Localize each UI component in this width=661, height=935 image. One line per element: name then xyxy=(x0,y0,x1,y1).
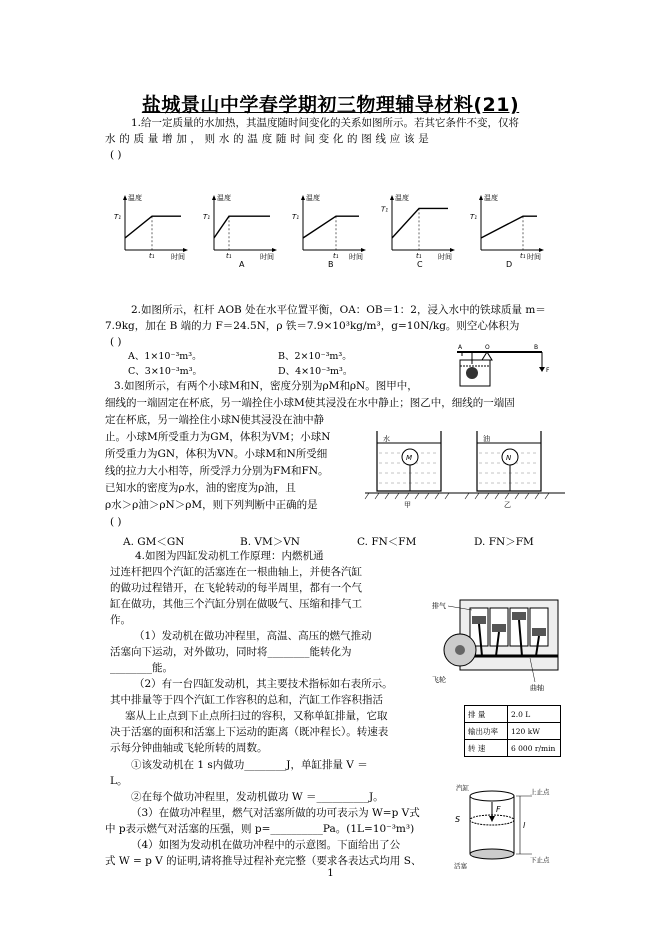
q2-option-c: C、3×10⁻³m³。 xyxy=(128,366,203,377)
q1-graph xyxy=(114,193,188,261)
spec-row xyxy=(465,723,561,740)
x-arrow xyxy=(450,248,455,252)
q1-line2: 水 的 质 量 增 加 ， 则 水 的 温 度 随 时 间 变 化 的 图 线 应 该 是 xyxy=(105,133,429,145)
q4-sub2-q1-cont: L。 xyxy=(110,775,128,787)
graph-xlabel: 时间 xyxy=(527,253,541,261)
graph-t1-label: T₁ xyxy=(381,205,389,214)
graph-xlabel: 时间 xyxy=(438,253,452,261)
q4-label-cylinder: 汽缸 xyxy=(456,784,469,792)
q4-piston-figure xyxy=(452,782,562,876)
x-arrow xyxy=(183,248,188,252)
q3-line1: 3.如图所示，有两个小球M和N，密度分别为ρM和ρN。图甲中， xyxy=(114,380,418,392)
graph-t1-label: T₁ xyxy=(203,213,211,222)
y-arrow xyxy=(123,195,127,200)
spec-value: 120 kW xyxy=(508,723,561,740)
q4-line1: 4.如图为四缸发动机工作原理：内燃机通 xyxy=(135,550,324,562)
q4-label-f: F xyxy=(496,805,501,814)
q4-label-bottom-dead-center: 下止点 xyxy=(530,856,550,864)
q4-spec-table xyxy=(464,705,561,757)
graph-xlabel: 时间 xyxy=(260,253,274,261)
graph-xt-label: t₁ xyxy=(520,252,526,260)
graph-t1-label: T₁ xyxy=(292,213,300,222)
y-arrow xyxy=(479,195,483,200)
page-number: 1 xyxy=(327,868,334,879)
q4-sub2-line3: 塞从上止点到下止点所扫过的容积，又称单缸排量，它取 xyxy=(125,710,388,722)
y-arrow xyxy=(390,195,394,200)
q3-option-d: D. FN＞FM xyxy=(474,536,534,548)
q3-label-water: 水 xyxy=(383,435,390,443)
graph-option-letter: A xyxy=(239,260,245,269)
graph-xlabel: 时间 xyxy=(349,253,363,261)
graph-option-letter: C xyxy=(417,260,423,269)
q1-graph xyxy=(292,193,366,269)
q4-sub1-line2: 活塞向下运动，对外做功，同时将________能转化为 xyxy=(110,646,352,658)
graph-xt-label: t₁ xyxy=(149,252,155,260)
graph-option-letter: B xyxy=(328,260,334,269)
q1-graph xyxy=(470,193,544,269)
q3-beakers-figure xyxy=(365,425,575,514)
q2-option-b: B、2×10⁻³m³。 xyxy=(278,351,352,362)
q3-line2: 细线的一端固定在杯底，另一端拴住小球M使其浸没在水中静止；图乙中，细线的一端固 xyxy=(105,397,515,409)
y-arrow xyxy=(212,195,216,200)
temperature-curve xyxy=(214,216,270,238)
q3-label-m: M xyxy=(406,454,413,462)
graph-xt-label: t₁ xyxy=(333,252,339,260)
q2-line2: 7.9kg，加在 B 端的力 F＝24.5N，ρ 铁＝7.9×10³kg/m³，g=10N/kg。则空心体积为 xyxy=(105,320,520,332)
q2-line1: 2.如图所示，杠杆 AOB 处在水平位置平衡，OA：OB＝1：2，浸入水中的铁球质量 m＝ xyxy=(131,304,546,316)
graph-xlabel: 时间 xyxy=(171,253,185,261)
q4-sub4-line1: （4）如图为发动机在做功冲程中的示意图。下面给出了公 xyxy=(131,839,401,851)
q4-sub1-line3: ________能。 xyxy=(110,662,173,674)
q3-line7: 已知水的密度为ρ水，油的密度为ρ油，且 xyxy=(105,482,296,494)
q3-label-n: N xyxy=(506,454,512,462)
x-arrow xyxy=(272,248,277,252)
q3-option-b: B. VM＞VN xyxy=(240,536,300,548)
q3-option-a: A. GM＜GN xyxy=(123,536,185,548)
q4-label-top-dead-center: 上止点 xyxy=(530,788,550,796)
q2-option-a: A、1×10⁻³m³。 xyxy=(128,351,202,362)
q4-label-feilun: 飞轮 xyxy=(432,676,446,684)
q2-label-o: O xyxy=(485,344,490,351)
q3-label-yi: 乙 xyxy=(504,501,511,509)
graph-ylabel: 温度 xyxy=(217,194,231,202)
q3-option-c: C. FN＜FM xyxy=(357,536,417,548)
q2-label-a: A xyxy=(458,344,463,351)
q3-line6: 线的拉力大小相等，所受浮力分别为FM和FN。 xyxy=(105,465,329,477)
graph-option-letter: D xyxy=(506,260,513,269)
q3-answer-blank: ( ) xyxy=(110,516,122,528)
q4-label-l: l xyxy=(523,821,526,830)
graph-xt-label: t₁ xyxy=(226,252,232,260)
spec-key: 排 量 xyxy=(465,706,508,723)
q3-label-jia: 甲 xyxy=(404,501,411,509)
temperature-curve xyxy=(392,208,448,238)
spec-key: 输出功率 xyxy=(465,723,508,740)
q4-sub2-q1: ①该发动机在 1 s内做功________J，单缸排量 V ＝ xyxy=(131,759,368,771)
spec-value: 6 000 r/min xyxy=(508,740,561,757)
q4-label-quzhou: 曲轴 xyxy=(530,684,544,692)
q4-sub4-line2: 式 W = p V 的证明,请将推导过程补充完整（要求各表达式均用 S、 xyxy=(105,855,422,867)
q2-label-f: F xyxy=(546,367,550,374)
q1-graphs-svg xyxy=(115,188,555,268)
temperature-curve xyxy=(303,216,359,238)
graph-xt-label: t₁ xyxy=(416,252,422,260)
spec-row xyxy=(465,740,561,757)
graph-ylabel: 温度 xyxy=(395,194,409,202)
q1-line1: 1.给一定质量的水加热，其温度随时间变化的关系如图所示。若其它条件不变，仅将 xyxy=(131,117,520,129)
x-arrow xyxy=(361,248,366,252)
spec-row xyxy=(465,706,561,723)
q1-graph xyxy=(203,193,277,269)
q4-line5: 作。 xyxy=(110,614,131,626)
q4-sub2-line2: 其中排量等于四个汽缸工作容积的总和，汽缸工作容积指活 xyxy=(110,694,383,706)
q3-line8: ρ水＞ρ油＞ρN＞ρM，则下列判断中正确的是 xyxy=(105,499,318,511)
q4-line3: 的做功过程错开，在飞轮转动的每半周里，都有一个气 xyxy=(110,582,362,594)
x-arrow xyxy=(539,248,544,252)
q4-sub2-line5: 示每分钟曲轴或飞轮所转的周数。 xyxy=(110,742,268,754)
q2-answer-blank: ( ) xyxy=(110,336,122,348)
q3-line4: 止。小球M所受重力为GM，体积为VM；小球N xyxy=(105,431,331,443)
q4-engine-figure xyxy=(430,590,560,699)
graph-ylabel: 温度 xyxy=(306,194,320,202)
q1-answer-blank: ( ) xyxy=(110,149,122,161)
graph-t1-label: T₁ xyxy=(114,213,122,222)
q3-line3: 定在杯底，另一端拴住小球N使其浸没在油中静 xyxy=(105,414,325,426)
q4-label-paiqi: 排气 xyxy=(432,602,446,610)
spec-value: 2.0 L xyxy=(508,706,561,723)
q4-sub3-line2: 中 p表示燃气对活塞的压强，则 p=__________Pa。(1L=10⁻³m³) xyxy=(105,823,415,835)
graph-ylabel: 温度 xyxy=(128,194,142,202)
q4-label-s: S xyxy=(455,815,461,824)
q4-line2: 过连杆把四个汽缸的活塞连在一根曲轴上，并使各汽缸 xyxy=(110,566,362,578)
temperature-curve xyxy=(481,216,537,238)
spec-key: 转 速 xyxy=(465,740,508,757)
q4-sub1-line1: （1）发动机在做功冲程里，高温、高压的燃气推动 xyxy=(134,630,372,642)
page-title: 盐城景山中学春学期初三物理辅导材料(21) xyxy=(141,94,520,116)
q4-sub2-line1: （2）有一台四缸发动机，其主要技术指标如右表所示。 xyxy=(134,678,393,690)
q1-graph-set xyxy=(115,188,555,272)
q3-label-oil: 油 xyxy=(483,435,490,443)
q3-line5: 所受重力为GN，体积为VN。小球M和N所受细 xyxy=(105,448,328,460)
graph-ylabel: 温度 xyxy=(484,194,498,202)
temperature-curve xyxy=(125,216,181,238)
q2-lever-figure xyxy=(452,340,562,394)
y-arrow xyxy=(301,195,305,200)
q2-label-b: B xyxy=(534,344,539,351)
q4-sub3-line1: （3）在做功冲程里，燃气对活塞所做的功可表示为 W=p V式 xyxy=(131,807,420,819)
q1-graph xyxy=(381,193,455,269)
q4-label-piston: 活塞 xyxy=(454,862,467,870)
q4-sub2-line4: 决于活塞的面积和活塞上下运动的距离（既冲程长）。转速表 xyxy=(110,726,389,738)
q4-sub2-q2: ②在每个做功冲程里，发动机做功 W ＝__________J。 xyxy=(131,791,384,803)
graph-t1-label: T₁ xyxy=(470,213,478,222)
q2-option-d: D、4×10⁻³m³。 xyxy=(278,366,353,377)
q4-line4: 缸在做功，其他三个汽缸分别在做吸气、压缩和排气工 xyxy=(110,598,362,610)
